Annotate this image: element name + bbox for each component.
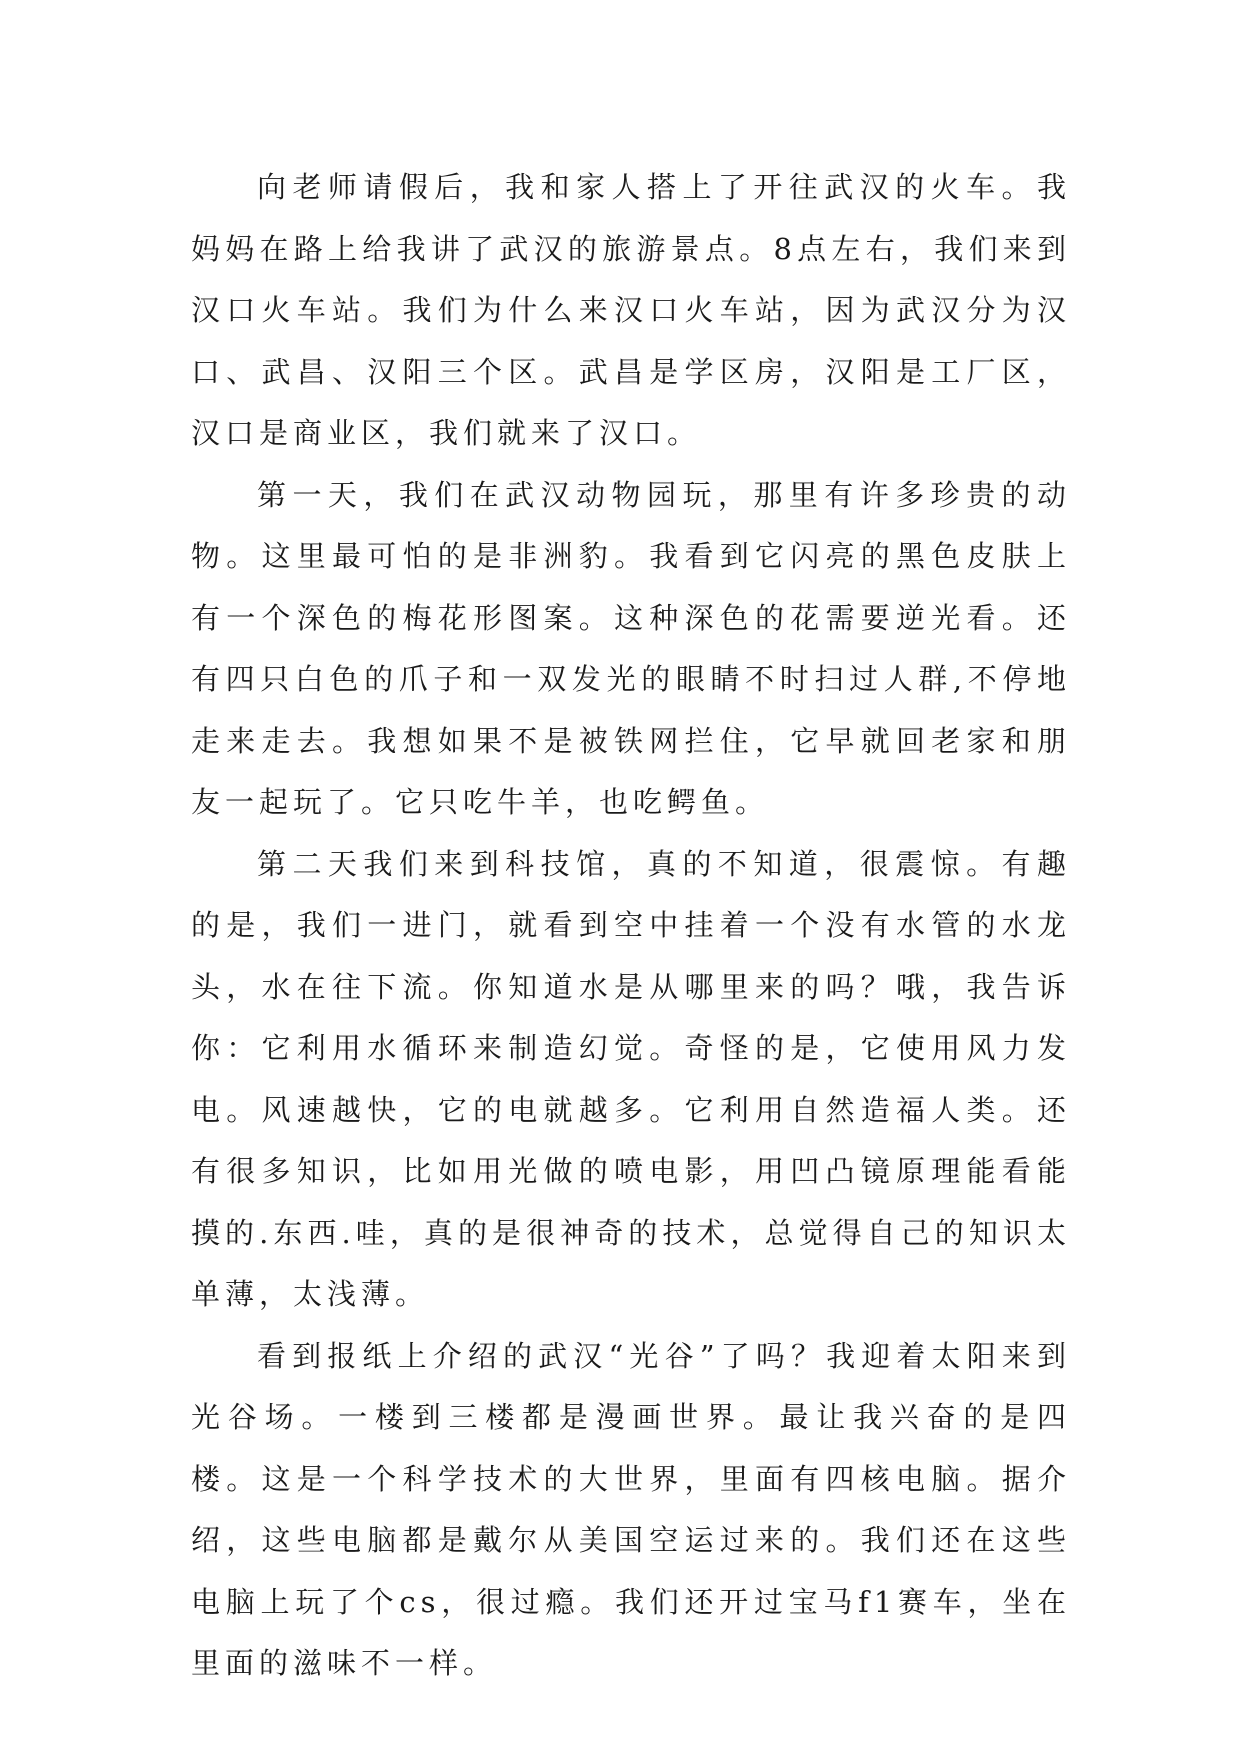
paragraph-3: 第二天我们来到科技馆，真的不知道，很震惊。有趣的是，我们一进门，就看到空中挂着一个没有水管的水龙头，水在往下流。你知道水是从哪里来的吗？哦，我告诉你：它利用水循环来制造幻觉。奇怪的是，它使用风力发电。风速越快，它的电就越多。它利用自然造福人类。还有很多知识，比如用光做的喷电影，用凹凸镜原理能看能摸的.东西.哇，真的是很神奇的技术，总觉得自己的知识太单薄，太浅薄。 (191, 846, 1071, 1311)
document-body (191, 157, 1071, 1695)
paragraph-2: 第一天，我们在武汉动物园玩，那里有许多珍贵的动物。这里最可怕的是非洲豹。我看到它闪亮的黑色皮肤上有一个深色的梅花形图案。这种深色的花需要逆光看。还有四只白色的爪子和一双发光的眼睛不时扫过人群,不停地走来走去。我想如果不是被铁网拦住，它早就回老家和朋友一起玩了。它只吃牛羊，也吃鳄鱼。 (191, 477, 1071, 819)
paragraph-4: 看到报纸上介绍的武汉“光谷”了吗？我迎着太阳来到光谷场。一楼到三楼都是漫画世界。最让我兴奋的是四楼。这是一个科学技术的大世界，里面有四核电脑。据介绍，这些电脑都是戴尔从美国空运过来的。我们还在这些电脑上玩了个cs，很过瘾。我们还开过宝马f1赛车，坐在里面的滋味不一样。 (191, 1338, 1071, 1680)
paragraph-1: 向老师请假后，我和家人搭上了开往武汉的火车。我妈妈在路上给我讲了武汉的旅游景点。8点左右，我们来到汉口火车站。我们为什么来汉口火车站，因为武汉分为汉口、武昌、汉阳三个区。武昌是学区房，汉阳是工厂区，汉口是商业区，我们就来了汉口。 (191, 170, 1071, 450)
